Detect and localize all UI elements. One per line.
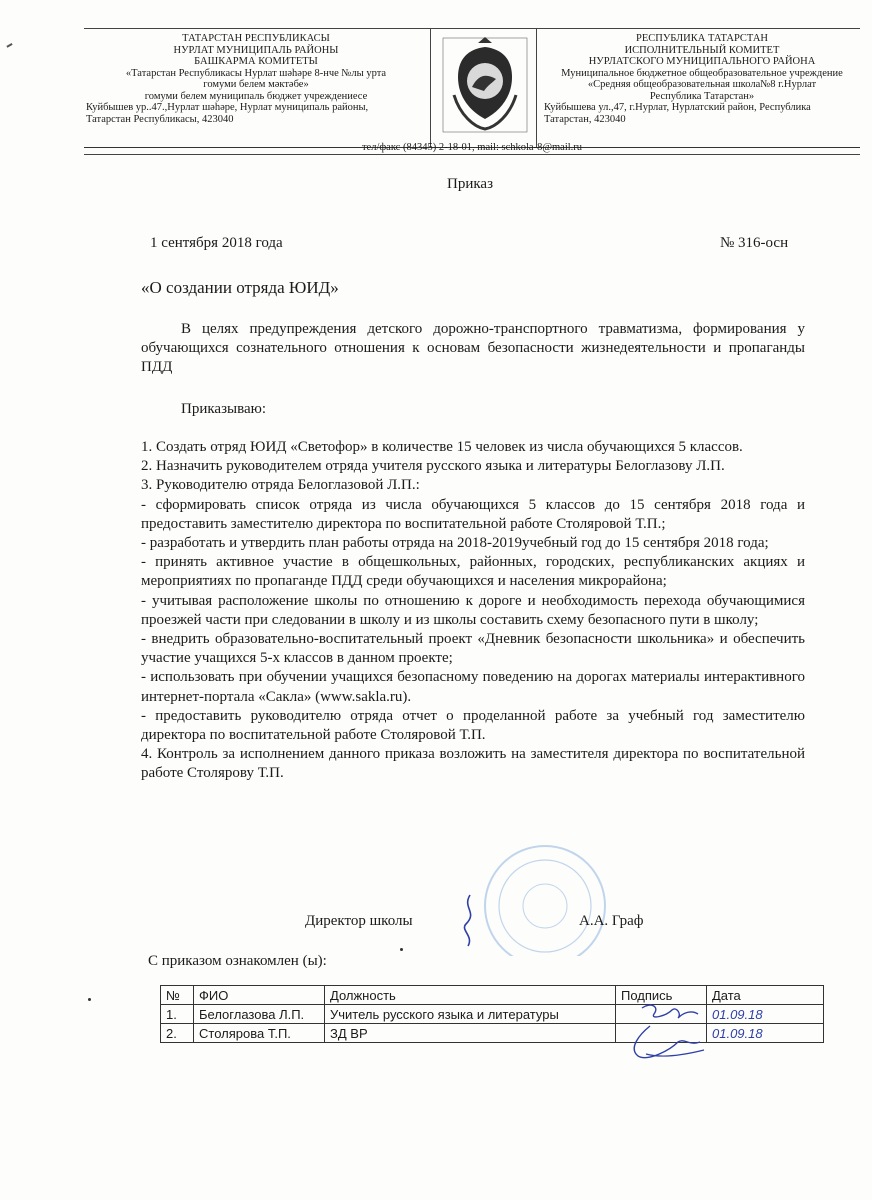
letterhead-line: гомуми белем муниципаль бюджет учреждениесе <box>144 90 368 102</box>
order-item: - учитывая расположение школы по отношению к дороге и необходимость перехода обучающимися проезжей части при следовании в школу и из школы составить схему безопасного пути в школу; <box>141 592 805 628</box>
order-items <box>141 438 805 784</box>
letterhead-line: ИСПОЛНИТЕЛЬНЫЙ КОМИТЕТ <box>624 44 780 56</box>
signatory-title: Директор школы <box>305 913 413 929</box>
table-cell: 01.09.18 <box>707 1024 824 1043</box>
order-item: - предоставить руководителю отряда отчет о проделанной работе за учебный год заместителю директора по воспитательной работе Столяровой Т.П. <box>141 707 805 744</box>
letterhead-line: БАШКАРМА КОМИТЕТЫ <box>194 56 318 67</box>
table-cell: 2. <box>161 1024 194 1043</box>
letterhead-line: Татарстан Республикасы, 423040 <box>86 113 234 125</box>
order-item: 1. Создать отряд ЮИД «Светофор» в количестве 15 человек из числа обучающихся 5 классов. <box>141 439 743 455</box>
letterhead-line: Республика Татарстан» <box>649 90 755 102</box>
order-item: - использовать при обучении учащихся безопасному поведению на дорогах материалы интерактивного интернет-портала «Сакла» (www.sakla.ru). <box>141 669 805 705</box>
letterhead-line: Муниципальное бюджетное общеобразовательное учреждение <box>561 67 843 79</box>
order-word: Приказываю: <box>181 401 266 417</box>
letterhead-tatar <box>86 33 426 125</box>
letterhead-line: Куйбышева ул.,47, г.Нурлат, Нурлатский район, Республика <box>544 102 811 113</box>
column-header: Подпись <box>616 986 707 1005</box>
acknowledgement-table <box>160 985 824 1043</box>
letterhead-line: РЕСПУБЛИКА ТАТАРСТАН <box>635 33 768 44</box>
letterhead-line: ТАТАРСТАН РЕСПУБЛИКАСЫ <box>182 33 330 44</box>
table-cell: Белоглазова Л.П. <box>194 1005 325 1024</box>
scan-mark <box>6 43 15 53</box>
order-item: - принять активное участие в общешкольных, районных, городских, республиканских акциях и мероприятиях по пропаганде ПДД среди обучающихся и населения микрорайона; <box>141 554 805 590</box>
order-date: 1 сентября 2018 года <box>150 235 283 251</box>
order-item: - внедрить образовательно-воспитательный проект «Дневник безопасности школьника» и обеспечить участие учащихся 5-х классов в данном проекте; <box>141 631 805 667</box>
divider <box>536 29 537 147</box>
handwritten-signatures-icon <box>620 998 710 1068</box>
table-cell: Учитель русского языка и литературы <box>325 1005 616 1024</box>
table-header-row <box>161 986 824 1005</box>
order-item: - разработать и утвердить план работы отряда на 2018-2019учебный год до 15 сентября 2018 года; <box>141 535 769 552</box>
order-subject: «О создании отряда ЮИД» <box>141 278 339 297</box>
order-item: 3. Руководителю отряда Белоглазовой Л.П.: <box>141 477 420 494</box>
order-item: 4. Контроль за исполнением данного приказа возложить на заместителя директора по воспитательной работе Столярову Т.П. <box>141 746 805 782</box>
letterhead-line: Татарстан, 423040 <box>544 113 626 125</box>
column-header: ФИО <box>194 986 325 1005</box>
intro-paragraph: В целях предупреждения детского дорожно-транспортного травматизма, формирования у обучающихся сознательного отношения к основам безопасности жизнедеятельности и пропаганды ПДД <box>141 321 805 376</box>
table-row <box>161 1024 824 1043</box>
divider <box>430 29 431 147</box>
letterhead-line: «Татарстан Республикасы Нурлат шәһәре 8-нче №лы урта <box>125 67 387 79</box>
signatory-name: А.А. Граф <box>579 913 644 929</box>
table-cell: 01.09.18 <box>707 1005 824 1024</box>
contact-line: тел/факс (84345) 2-18-01, mail: schkola-8@mail.ru <box>84 142 860 155</box>
column-header: Дата <box>707 986 824 1005</box>
column-header: Должность <box>325 986 616 1005</box>
document-title: Приказ <box>446 176 493 192</box>
table-cell: 1. <box>161 1005 194 1024</box>
letterhead-line: НУРЛАТ МУНИЦИПАЛЬ РАЙОНЫ <box>173 44 339 56</box>
scan-mark <box>88 998 91 1001</box>
letterhead <box>84 28 860 148</box>
order-item: - сформировать список отряда из числа обучающихся 5 классов до 15 сентября 2018 года и предоставить заместителю директора по воспитательной работе Столяровой Т.П.; <box>141 496 805 532</box>
acknowledgement-label: С приказом ознакомлен (ы): <box>148 953 327 969</box>
order-item: 2. Назначить руководителем отряда учителя русского языка и литературы Белоглазову Л.П. <box>141 458 725 475</box>
table-cell: ЗД ВР <box>325 1024 616 1043</box>
letterhead-line: Куйбышев ур..47.,Нурлат шәһәре, Нурлат муниципаль районы, <box>86 102 369 113</box>
table-cell: Столярова Т.П. <box>194 1024 325 1043</box>
table-row <box>161 1005 824 1024</box>
letterhead-russian <box>544 33 860 125</box>
coat-of-arms-icon <box>440 35 530 135</box>
letterhead-line: гомуми белем мәктәбе» <box>203 79 309 90</box>
column-header: № <box>161 986 194 1005</box>
order-number: № 316-осн <box>720 235 789 251</box>
director-signature-icon <box>450 890 490 950</box>
letterhead-line: НУРЛАТСКОГО МУНИЦИПАЛЬНОГО РАЙОНА <box>588 56 816 67</box>
letterhead-line: «Средняя общеобразовательная школа№8 г.Нурлат <box>587 79 817 90</box>
scan-mark <box>400 948 403 951</box>
